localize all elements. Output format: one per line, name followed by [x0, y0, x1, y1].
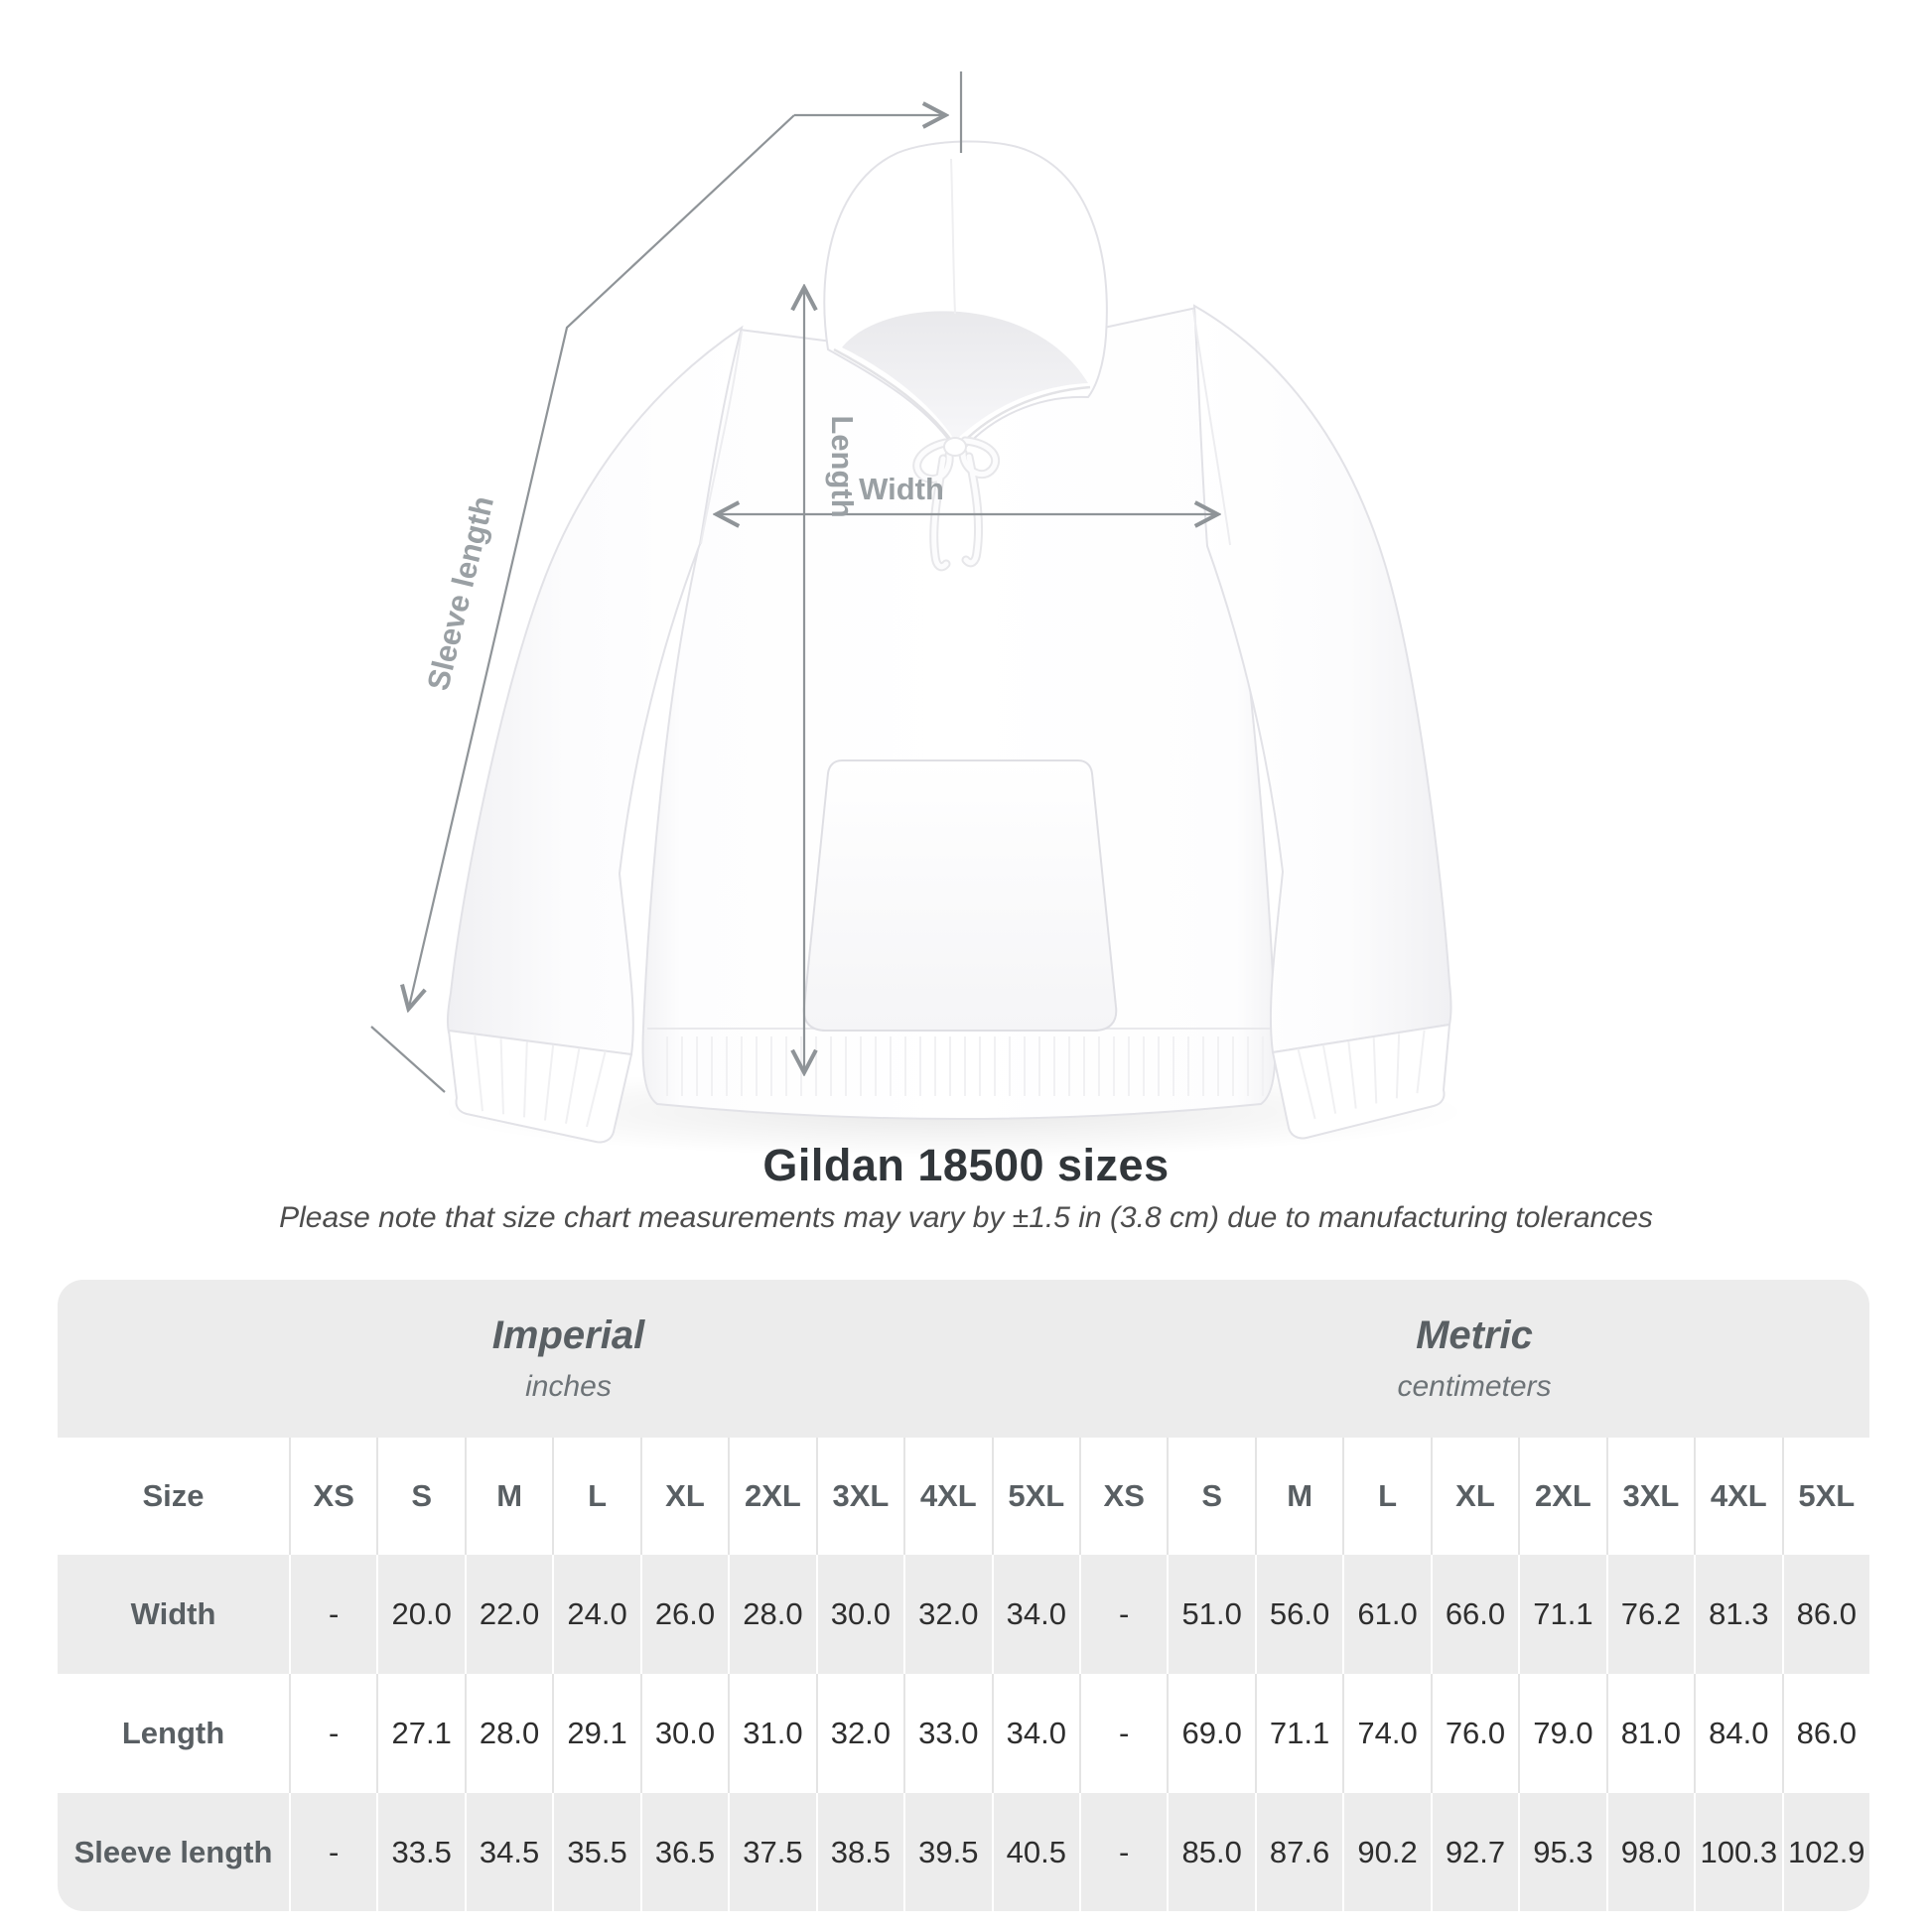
value-cell: 34.0 — [992, 1674, 1079, 1793]
kangaroo-pocket — [804, 760, 1117, 1031]
size-header-cell: L — [552, 1438, 639, 1555]
row-label: Length — [58, 1674, 289, 1793]
value-cell: 37.5 — [728, 1793, 815, 1911]
value-cell: 71.1 — [1518, 1555, 1605, 1674]
unit-group-label: Metric — [1416, 1313, 1533, 1357]
value-cell: - — [1079, 1793, 1167, 1911]
size-header-cell: S — [376, 1438, 464, 1555]
size-header-cell: M — [1255, 1438, 1342, 1555]
size-column-header: Size — [58, 1438, 289, 1555]
metric-unit-header — [1079, 1280, 1869, 1438]
value-cell: - — [289, 1793, 376, 1911]
value-cell: 84.0 — [1694, 1674, 1781, 1793]
unit-group-sublabel: inches — [525, 1370, 612, 1403]
value-cell: 28.0 — [728, 1555, 815, 1674]
value-cell: 81.3 — [1694, 1555, 1781, 1674]
size-header-cell: 2XL — [728, 1438, 815, 1555]
value-cell: 30.0 — [816, 1555, 903, 1674]
value-cell: 40.5 — [992, 1793, 1079, 1911]
size-header-cell: 3XL — [1606, 1438, 1694, 1555]
imperial-unit-header — [58, 1280, 1079, 1438]
size-header-cell: 2XL — [1518, 1438, 1605, 1555]
value-cell: 61.0 — [1342, 1555, 1430, 1674]
size-header-cell: XS — [1079, 1438, 1167, 1555]
unit-group-sublabel: centimeters — [1397, 1370, 1552, 1403]
value-cell: 56.0 — [1255, 1555, 1342, 1674]
size-header-cell: S — [1167, 1438, 1254, 1555]
value-cell: 98.0 — [1606, 1793, 1694, 1911]
value-cell: 81.0 — [1606, 1674, 1694, 1793]
value-cell: 27.1 — [376, 1674, 464, 1793]
value-cell: 92.7 — [1431, 1793, 1518, 1911]
value-cell: 39.5 — [903, 1793, 991, 1911]
value-cell: 34.5 — [465, 1793, 552, 1911]
size-table — [58, 1280, 1869, 1911]
value-cell: - — [289, 1674, 376, 1793]
size-header-cell: 5XL — [992, 1438, 1079, 1555]
value-cell: 76.2 — [1606, 1555, 1694, 1674]
value-cell: 32.0 — [816, 1674, 903, 1793]
row-label: Width — [58, 1555, 289, 1674]
tolerance-note: Please note that size chart measurements may vary by ±1.5 in (3.8 cm) due to manufacturing tolerances — [279, 1201, 1653, 1234]
value-cell: 69.0 — [1167, 1674, 1254, 1793]
page-title: Gildan 18500 sizes — [762, 1140, 1170, 1190]
value-cell: 86.0 — [1782, 1555, 1869, 1674]
size-header-cell: XL — [1431, 1438, 1518, 1555]
value-cell: 32.0 — [903, 1555, 991, 1674]
value-cell: 87.6 — [1255, 1793, 1342, 1911]
value-cell: - — [1079, 1674, 1167, 1793]
sleeve-length-label: Sleeve length — [420, 492, 501, 694]
size-header-cell: XL — [640, 1438, 728, 1555]
sleeve-dim-cuff-tick — [371, 1027, 445, 1092]
value-cell: 76.0 — [1431, 1674, 1518, 1793]
value-cell: 22.0 — [465, 1555, 552, 1674]
row-label: Sleeve length — [58, 1793, 289, 1911]
size-header-cell: L — [1342, 1438, 1430, 1555]
size-header-cell: XS — [289, 1438, 376, 1555]
value-cell: 20.0 — [376, 1555, 464, 1674]
value-cell: 35.5 — [552, 1793, 639, 1911]
value-cell: 31.0 — [728, 1674, 815, 1793]
value-cell: 86.0 — [1782, 1674, 1869, 1793]
value-cell: 34.0 — [992, 1555, 1079, 1674]
width-label: Width — [859, 472, 944, 506]
size-header-cell: 4XL — [1694, 1438, 1781, 1555]
value-cell: - — [289, 1555, 376, 1674]
value-cell: 90.2 — [1342, 1793, 1430, 1911]
value-cell: 33.5 — [376, 1793, 464, 1911]
value-cell: - — [1079, 1555, 1167, 1674]
value-cell: 24.0 — [552, 1555, 639, 1674]
unit-group-label: Imperial — [491, 1313, 645, 1357]
value-cell: 71.1 — [1255, 1674, 1342, 1793]
value-cell: 95.3 — [1518, 1793, 1605, 1911]
value-cell: 28.0 — [465, 1674, 552, 1793]
value-cell: 79.0 — [1518, 1674, 1605, 1793]
size-header-cell: 5XL — [1782, 1438, 1869, 1555]
value-cell: 33.0 — [903, 1674, 991, 1793]
value-cell: 85.0 — [1167, 1793, 1254, 1911]
value-cell: 66.0 — [1431, 1555, 1518, 1674]
value-cell: 36.5 — [640, 1793, 728, 1911]
value-cell: 38.5 — [816, 1793, 903, 1911]
size-header-cell: M — [465, 1438, 552, 1555]
value-cell: 51.0 — [1167, 1555, 1254, 1674]
value-cell: 74.0 — [1342, 1674, 1430, 1793]
value-cell: 102.9 — [1782, 1793, 1869, 1911]
size-header-cell: 4XL — [903, 1438, 991, 1555]
hem-ribbing — [667, 1036, 1263, 1096]
value-cell: 30.0 — [640, 1674, 728, 1793]
length-label: Length — [825, 415, 860, 518]
value-cell: 100.3 — [1694, 1793, 1781, 1911]
value-cell: 29.1 — [552, 1674, 639, 1793]
value-cell: 26.0 — [640, 1555, 728, 1674]
size-header-cell: 3XL — [816, 1438, 903, 1555]
